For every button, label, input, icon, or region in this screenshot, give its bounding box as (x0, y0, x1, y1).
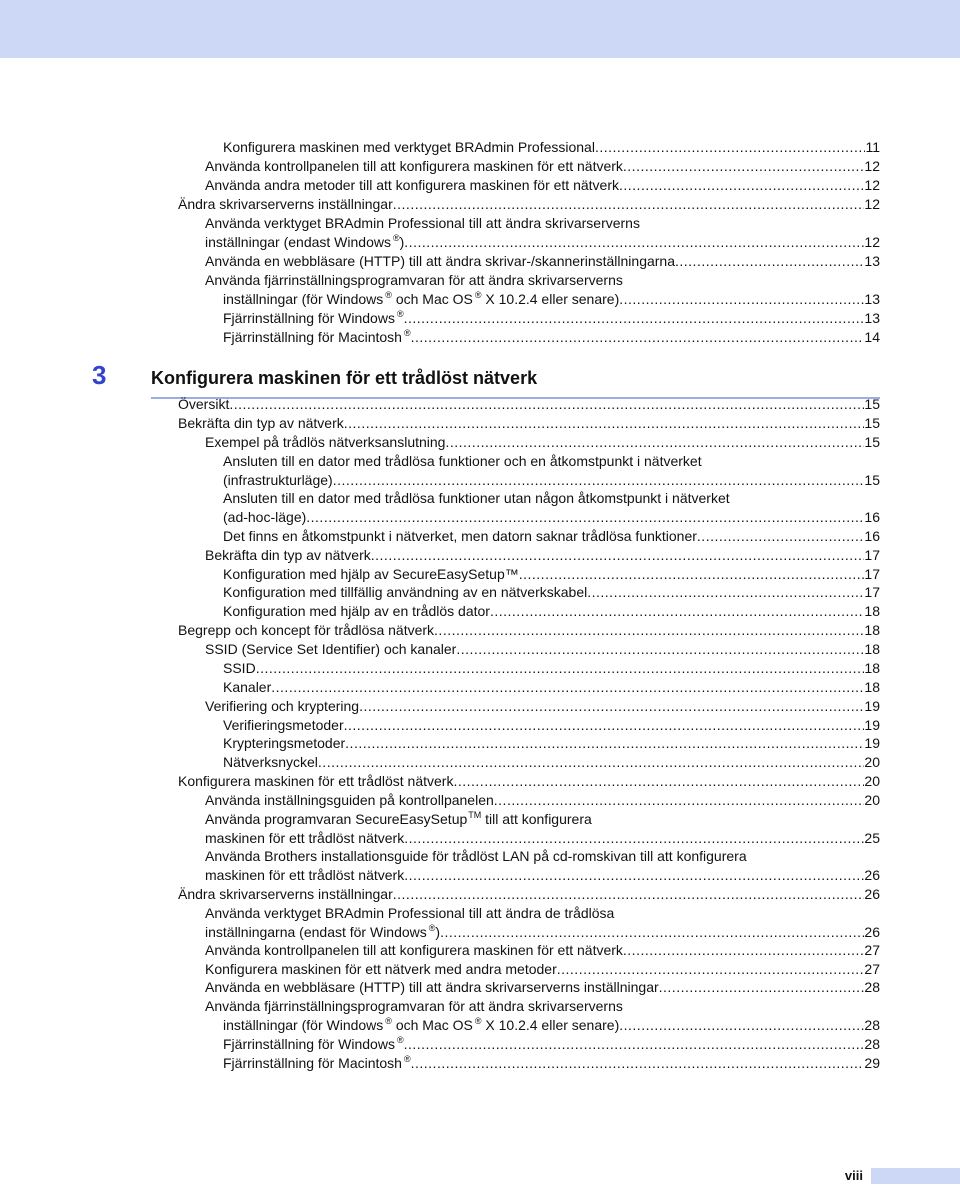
toc-entry-title-cont: inställningar (för Windows (223, 1017, 384, 1033)
toc-leader (675, 252, 864, 271)
toc-entry[interactable] (223, 452, 880, 490)
toc-page-number: 28 (864, 979, 880, 995)
toc-entry[interactable] (178, 885, 880, 904)
toc-entry-title-cont: inställningarna (endast för Windows (205, 924, 427, 940)
toc-page-number: 15 (864, 415, 880, 431)
registered-mark: ® (428, 923, 436, 933)
toc-entry[interactable] (205, 791, 880, 810)
toc-entry-title: Konfiguration med hjälp av SecureEasySetup™ (223, 566, 519, 582)
toc-entry-title: Konfiguration med hjälp av en trådlös dator (223, 603, 490, 619)
toc-entry[interactable] (223, 659, 880, 678)
toc-entry[interactable] (205, 697, 880, 716)
toc-page-number: 12 (864, 158, 880, 174)
toc-entry-title: Använda andra metoder till att konfigurera maskinen för ett nätverk (205, 177, 619, 193)
toc-leader (404, 1035, 865, 1054)
toc-leader (595, 138, 866, 157)
toc-entry[interactable] (205, 978, 880, 997)
toc-leader (371, 546, 865, 565)
page-number: viii (844, 1168, 863, 1183)
toc-page-number: 26 (864, 867, 880, 883)
toc-entry[interactable] (223, 527, 880, 546)
toc-entry-title: Använda verktyget BRAdmin Professional till att ändra skrivarserverns (205, 215, 640, 231)
toc-entry-title: Fjärrinställning för Macintosh (223, 329, 402, 345)
toc-entry-title: Ändra skrivarserverns inställningar (178, 886, 393, 902)
toc-entry[interactable] (205, 157, 880, 176)
registered-mark: ® (385, 290, 392, 300)
toc-entry-title-cont: maskinen för ett trådlöst nätverk (205, 830, 405, 846)
toc-entry-title: Konfigurera maskinen för ett trådlöst nätverk (178, 773, 454, 789)
toc-leader (440, 923, 864, 942)
toc-entry[interactable] (178, 772, 880, 791)
toc-page-number: 13 (864, 291, 880, 307)
toc-page-number: 15 (864, 472, 880, 488)
registered-mark: ® (403, 1054, 411, 1064)
toc-entry[interactable] (223, 753, 880, 772)
toc-leader (229, 395, 864, 414)
toc-entry-title: Det finns en åtkomstpunkt i nätverket, men datorn saknar trådlösa funktioner (223, 528, 697, 544)
toc-page-number: 12 (864, 234, 880, 250)
toc-entry[interactable] (178, 621, 880, 640)
chapter-title[interactable]: Konfigurera maskinen för ett trådlöst nätverk (151, 368, 538, 388)
toc-leader (453, 772, 864, 791)
toc-entry-title: Krypteringsmetoder (223, 735, 346, 751)
toc-page-number: 15 (864, 434, 880, 450)
toc-entry-title-suffix: X 10.2.4 eller senare) (481, 291, 620, 307)
toc-page-number: 20 (864, 792, 880, 808)
toc-entry-title: Konfigurera maskinen med verktyget BRAdmin Professional (223, 139, 595, 155)
toc-leader (318, 753, 865, 772)
header-band (0, 0, 960, 58)
footer-bar (871, 1168, 960, 1184)
toc-entry-title: SSID (223, 660, 256, 676)
chapter-number: 3 (92, 360, 107, 390)
toc-leader (623, 941, 865, 960)
toc-entry[interactable] (205, 960, 880, 979)
toc-page-number: 12 (864, 196, 880, 212)
registered-mark: ® (392, 233, 400, 243)
toc-entry-title-suffix: X 10.2.4 eller senare) (481, 1017, 620, 1033)
toc-entry-title-cont: (infrastrukturläge) (223, 472, 333, 488)
toc-page-number: 19 (864, 698, 880, 714)
toc-leader (271, 678, 864, 697)
toc-page-number: 11 (865, 139, 880, 155)
toc-leader (619, 290, 864, 309)
toc-entry-title: Exempel på trådlös nätverksanslutning (205, 434, 446, 450)
toc-page-number: 26 (864, 924, 880, 940)
registered-mark: ® (396, 309, 404, 319)
toc-page-number: 17 (864, 584, 880, 600)
toc-entry-title: Fjärrinställning för Macintosh (223, 1055, 402, 1071)
toc-entry-title-cont: inställningar (för Windows (223, 291, 384, 307)
toc-entry-title: Använda en webbläsare (HTTP) till att ändra skrivar-/skannerinställningarna (205, 253, 675, 269)
registered-mark: ® (385, 1016, 392, 1026)
toc-leader (697, 527, 865, 546)
toc-entry-title: Fjärrinställning för Windows (223, 310, 395, 326)
toc-entry-title: SSID (Service Set Identifier) och kanaler (205, 641, 457, 657)
toc-entry[interactable] (223, 489, 880, 527)
toc-page-number: 16 (864, 509, 880, 525)
toc-entry-title-mid: och Mac OS (391, 291, 473, 307)
toc-page-number: 27 (864, 942, 880, 958)
toc-leader (344, 716, 865, 735)
toc-entry-title: Kanaler (223, 679, 272, 695)
toc-entry[interactable] (205, 176, 880, 195)
toc-entry-title: Använda kontrollpanelen till att konfigurera maskinen för ett nätverk (205, 158, 623, 174)
toc-leader (359, 697, 864, 716)
toc-leader (411, 1054, 865, 1073)
toc-entry-title: Bekräfta din typ av nätverk (205, 547, 371, 563)
toc-entry[interactable] (223, 1035, 880, 1054)
toc-entry-title: Konfigurera maskinen för ett nätverk med andra metoder (205, 961, 557, 977)
toc-entry[interactable] (205, 847, 880, 885)
toc-page-number: 29 (864, 1055, 880, 1071)
toc-page-number: 27 (864, 961, 880, 977)
toc-page-number: 26 (864, 886, 880, 902)
toc-entry[interactable] (205, 271, 880, 309)
toc-entry-title-cont: inställningar (endast Windows (205, 234, 391, 250)
toc-leader (557, 960, 865, 979)
toc-leader (393, 885, 865, 904)
toc-entry[interactable] (205, 252, 880, 271)
toc-leader (456, 640, 864, 659)
toc-entry-title: Verifieringsmetoder (223, 717, 344, 733)
toc-page-number: 17 (864, 547, 880, 563)
toc-leader (333, 471, 865, 490)
toc-page-number: 20 (864, 754, 880, 770)
toc-entry[interactable] (223, 583, 880, 602)
toc-entry[interactable] (223, 734, 880, 753)
toc-page-number: 18 (864, 679, 880, 695)
toc-page-number: 16 (864, 528, 880, 544)
toc-page-number: 12 (864, 177, 880, 193)
toc-page-number: 18 (864, 622, 880, 638)
toc-entry-title-mid: och Mac OS (391, 1017, 473, 1033)
toc-page-number: 13 (864, 310, 880, 326)
toc-page-number: 28 (864, 1036, 880, 1052)
toc-leader (404, 233, 864, 252)
toc-entry-title: Använda programvaran SecureEasySetup (205, 811, 468, 827)
toc-page-number: 20 (864, 773, 880, 789)
toc-entry[interactable] (223, 602, 880, 621)
toc-entry-title-suffix: ) (399, 234, 405, 250)
toc-leader (619, 1016, 864, 1035)
toc-leader (345, 734, 864, 753)
toc-leader (619, 176, 864, 195)
toc-entry[interactable] (178, 395, 880, 414)
toc-leader (256, 659, 865, 678)
toc-entry-title-cont: maskinen för ett trådlöst nätverk (205, 867, 405, 883)
toc-leader (587, 583, 864, 602)
toc-page-number: 28 (864, 1017, 880, 1033)
toc-leader (519, 565, 865, 584)
toc-entry-title: Ändra skrivarserverns inställningar (178, 196, 393, 212)
toc-leader (623, 157, 865, 176)
toc-page-number: 17 (864, 566, 880, 582)
toc-page-number: 18 (864, 660, 880, 676)
toc-entry-title: Fjärrinställning för Windows (223, 1036, 395, 1052)
toc-entry[interactable] (223, 328, 880, 347)
toc-entry-title: Verifiering och kryptering (205, 698, 360, 714)
toc-entry-title-suffix: ) (435, 924, 441, 940)
toc-leader (306, 508, 864, 527)
toc-entry-title: Bekräfta din typ av nätverk (178, 415, 344, 431)
toc-page-number: 19 (864, 717, 880, 733)
toc-entry[interactable] (223, 309, 880, 328)
toc-entry-title: Nätverksnyckel (223, 754, 318, 770)
toc-entry-title: Ansluten till en dator med trådlösa funktioner och en åtkomstpunkt i nätverket (223, 453, 702, 469)
toc-entry-title: Använda fjärrinställningsprogramvaran för att ändra skrivarserverns (205, 998, 623, 1014)
toc-leader (393, 195, 865, 214)
toc-entry[interactable] (205, 904, 880, 942)
toc-entry-title: Ansluten till en dator med trådlösa funktioner utan någon åtkomstpunkt i nätverket (223, 490, 730, 506)
toc-entry[interactable] (205, 546, 880, 565)
toc-leader (411, 328, 865, 347)
page-footer (835, 1166, 960, 1186)
toc-entry-title: Använda inställningsguiden på kontrollpanelen (205, 792, 494, 808)
toc-entry[interactable] (178, 195, 880, 214)
toc-entry[interactable] (205, 941, 880, 960)
toc-page-number: 19 (864, 735, 880, 751)
toc-entry-title-after: till att konfigurera (481, 811, 592, 827)
toc-leader (404, 866, 864, 885)
toc-entry[interactable] (205, 214, 880, 252)
toc-leader (490, 602, 864, 621)
toc-entry[interactable] (223, 716, 880, 735)
toc-entry[interactable] (205, 640, 880, 659)
toc-entry[interactable] (223, 138, 880, 157)
toc-leader (494, 791, 865, 810)
toc-entry-title: Använda Brothers installationsguide för trådlöst LAN på cd-romskivan till att konfigurera (205, 848, 747, 864)
trademark-mark: TM (468, 810, 482, 820)
toc-entry[interactable] (223, 565, 880, 584)
toc-page-number: 18 (864, 641, 880, 657)
toc-entry-title: Begrepp och koncept för trådlösa nätverk (178, 622, 435, 638)
toc-entry[interactable] (205, 810, 880, 848)
toc-entry[interactable] (223, 1054, 880, 1073)
toc-page-number: 13 (864, 253, 880, 269)
toc-entry-title: Använda fjärrinställningsprogramvaran för att ändra skrivarserverns (205, 272, 623, 288)
toc-entry-title: Använda kontrollpanelen till att konfigurera maskinen för ett nätverk (205, 942, 623, 958)
toc-page-number: 14 (864, 329, 880, 345)
registered-mark: ® (474, 290, 482, 300)
registered-mark: ® (474, 1016, 482, 1026)
toc-entry[interactable] (205, 997, 880, 1035)
toc-entry[interactable] (178, 414, 880, 433)
toc-entry-title: Använda verktyget BRAdmin Professional till att ändra de trådlösa (205, 905, 615, 921)
toc-page-number: 25 (864, 830, 880, 846)
toc-page-number: 15 (864, 396, 880, 412)
toc-entry[interactable] (205, 433, 880, 452)
registered-mark: ® (396, 1035, 404, 1045)
toc-page-number: 18 (864, 603, 880, 619)
toc-leader (445, 433, 864, 452)
toc-entry-title-cont: (ad-hoc-läge) (223, 509, 307, 525)
toc-entry-title: Konfiguration med tillfällig användning av en nätverkskabel (223, 584, 588, 600)
toc-entry-title: Använda en webbläsare (HTTP) till att ändra skrivarserverns inställningar (205, 979, 659, 995)
toc-leader (344, 414, 865, 433)
toc-leader (434, 621, 864, 640)
toc-entry[interactable] (223, 678, 880, 697)
toc-leader (404, 829, 864, 848)
toc-leader (659, 978, 865, 997)
toc-entry-title: Översikt (178, 396, 230, 412)
toc-leader (404, 309, 865, 328)
registered-mark: ® (403, 328, 411, 338)
